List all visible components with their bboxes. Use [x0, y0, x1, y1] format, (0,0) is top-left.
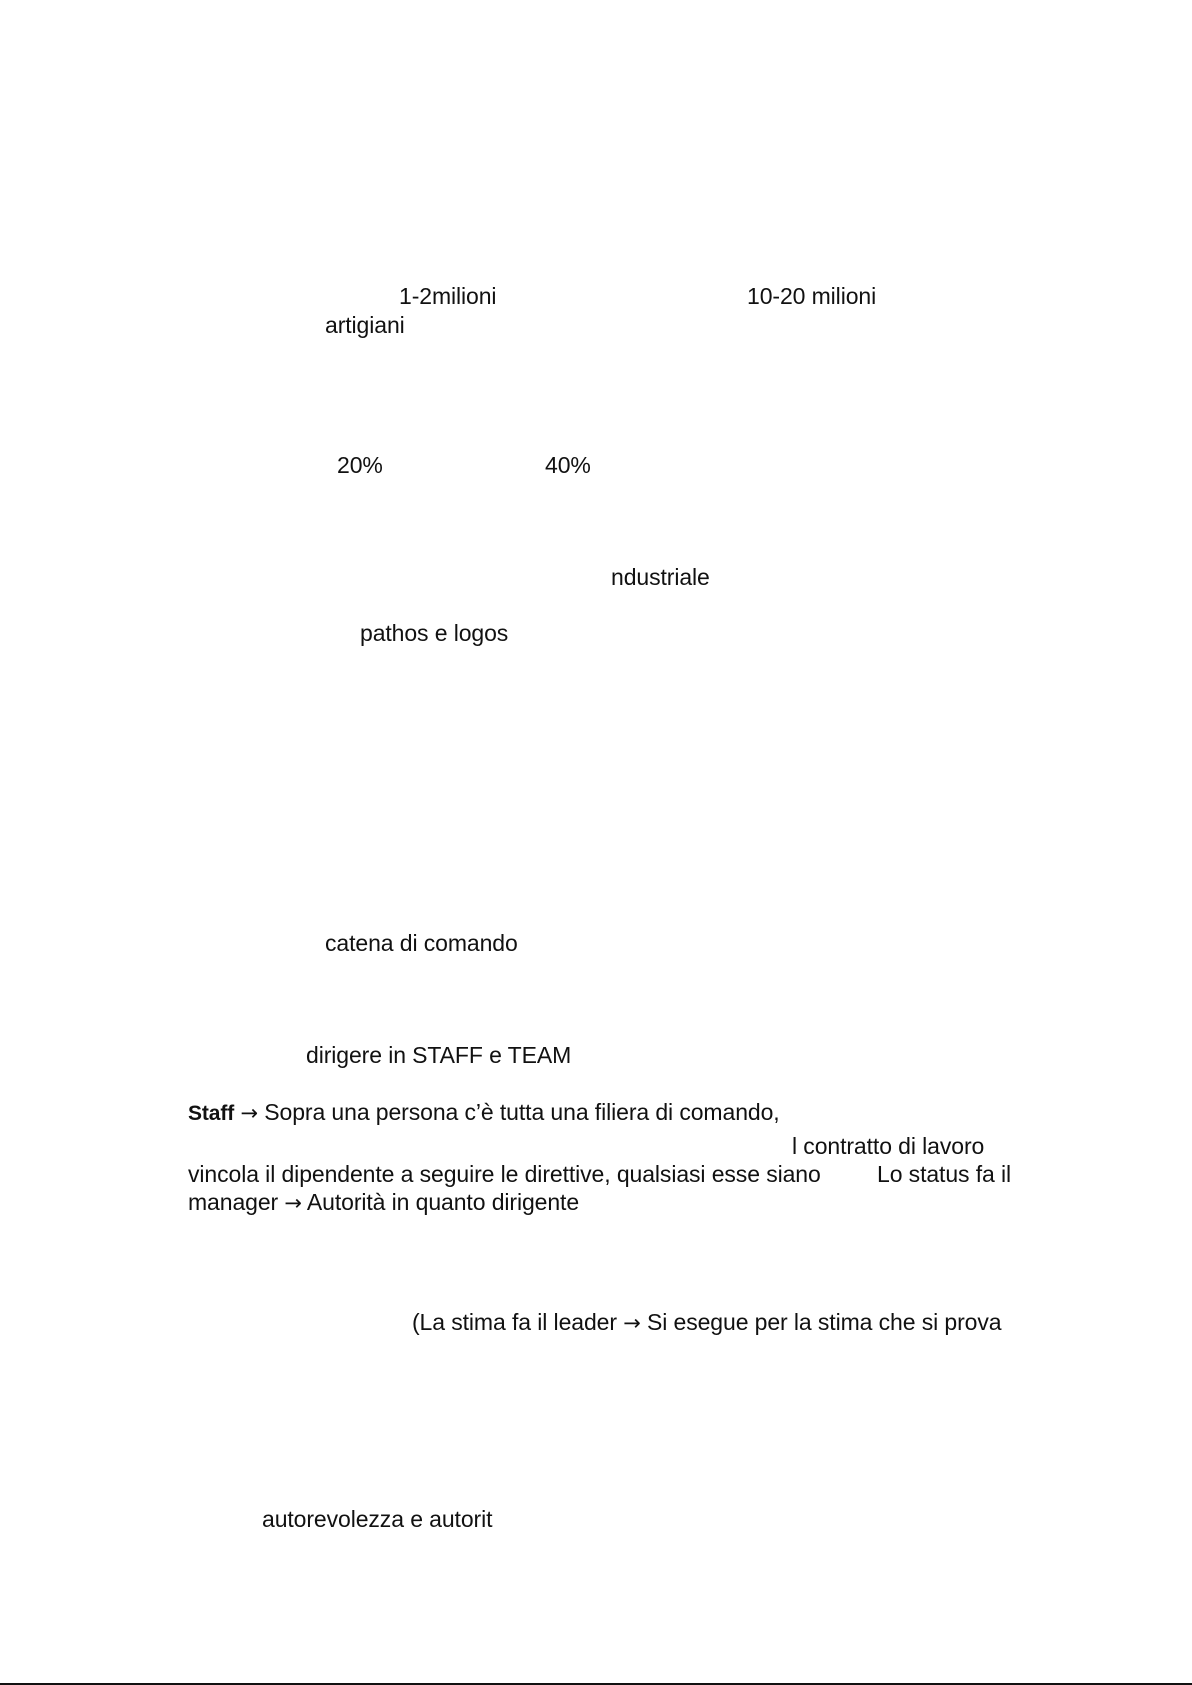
text-manager: manager [188, 1189, 279, 1215]
text-milioni-low: 1-2milioni [399, 283, 497, 309]
text-vincola: vincola il dipendente a seguire le direttive, qualsiasi esse siano [188, 1161, 821, 1187]
arrow-right-icon: → [284, 1191, 302, 1215]
text-milioni-high: 10-20 milioni [747, 283, 877, 309]
arrow-right-icon: → [240, 1101, 258, 1125]
text-stima-prova: Si esegue per la stima che si prova [646, 1309, 1002, 1335]
text-status: Lo status fa il [877, 1161, 1012, 1187]
arrow-right-icon: → [623, 1311, 641, 1335]
text-autorita-dirigente: Autorità in quanto dirigente [306, 1189, 580, 1215]
text-autorevolezza: autorevolezza e autorit [262, 1506, 493, 1532]
stima-line [412, 1308, 1001, 1337]
staff-label: Staff [188, 1102, 235, 1125]
text-dirigere-staff-team: dirigere in STAFF e TEAM [306, 1042, 572, 1068]
text-contratto-lavoro: l contratto di lavoro [792, 1133, 985, 1159]
text-catena-comando: catena di comando [325, 930, 518, 956]
text-industriale: ndustriale [611, 564, 710, 590]
text-percent-20: 20% [337, 452, 383, 478]
text-artigiani: artigiani [325, 312, 405, 338]
text-percent-40: 40% [545, 452, 591, 478]
text-pathos-logos: pathos e logos [360, 620, 509, 646]
manager-line [188, 1188, 579, 1217]
staff-line-1 [188, 1098, 780, 1128]
staff-line1-text: Sopra una persona c’è tutta una filiera di comando, [264, 1099, 780, 1125]
text-stima-leader: (La stima fa il leader [412, 1309, 617, 1335]
